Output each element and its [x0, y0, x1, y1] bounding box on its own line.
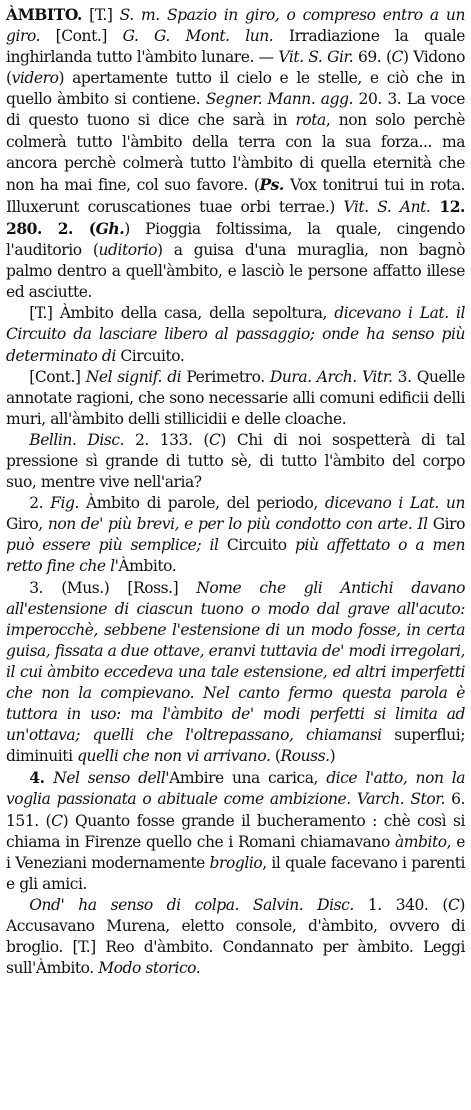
- text-run: uditorio: [98, 241, 157, 260]
- entry-paragraph-p6: [6, 578, 465, 768]
- text-run: , e i Veneziani modernamente: [6, 832, 465, 872]
- text-run: ): [329, 747, 336, 766]
- entry-paragraph-p7: [6, 767, 465, 895]
- text-run: 6. 151. (: [6, 790, 466, 830]
- text-run: 3. Quelle annotate ragioni, che sono necessarie alli comuni edificii delli muri, all'àmbito delli stillicidii e delle cloache.: [6, 367, 465, 428]
- text-run: ) Quanto fosse grande il bucheramento : chè così si chiama in Firenze quello che i Romani chiamavano: [6, 811, 465, 851]
- text-run: Àmbito.: [118, 557, 177, 576]
- text-run: 20. 3. La voce di questo tuono si dice che sarà in: [6, 90, 465, 130]
- text-run: dicevano i Lat. il Circuito da lasciare libero al passaggio; onde ha senso più determinato di: [6, 304, 465, 365]
- text-run: non de' più brevi, e per lo più condotto con arte. Il: [47, 515, 428, 534]
- text-run: Ambire una carica,: [169, 769, 327, 788]
- entry-paragraph-p2: [6, 303, 465, 366]
- text-run: Vit. S. Gir.: [278, 48, 354, 67]
- text-run: Fig.: [50, 494, 79, 513]
- text-run: Àmbito di parole, del periodo,: [78, 494, 325, 513]
- text-run: dicevano i Lat. un: [324, 494, 465, 513]
- text-run: Vit. S. Ant.: [343, 197, 431, 216]
- text-run: (: [270, 747, 281, 766]
- text-run: ) Chi di noi sospetterà di tal pressione sì grande di tutto sè, di tutto l'àmbito del corpo suo, mentre vive nell'aria?: [6, 430, 466, 492]
- text-run: può essere più semplice; il: [6, 536, 219, 555]
- entry-paragraph-p3: [6, 367, 465, 430]
- text-run: Bellin. Disc.: [29, 430, 125, 449]
- text-run: Gh.: [95, 218, 125, 238]
- text-run: [T.] Àmbito della casa, della sepoltura,: [29, 304, 335, 323]
- text-run: Ond' ha senso di colpa. Salvin. Disc.: [29, 895, 354, 914]
- text-run: 2. 133. (: [124, 430, 209, 449]
- text-run: G. G. Mont. lun.: [122, 27, 274, 46]
- dictionary-entry-ambito: [6, 4, 465, 979]
- text-run: Rouss.: [280, 747, 330, 766]
- text-run: ) Accusavano Murena, eletto console, d'àmbito, ovvero di broglio. [T.] Reo d'àmbito. Condannato per àmbito. Leggi sull'Àmbito.: [6, 895, 465, 978]
- text-run: superflui; diminuiti: [6, 726, 465, 766]
- text-run: Giro,: [6, 515, 48, 534]
- text-run: , non solo perchè colmerà tutto l'àmbito della terra con la sua forza... ma ancora perchè colmerà tutto l'àmbito di quella eternità che non ha mai fine, col suo favore. (: [6, 111, 465, 194]
- text-run: [Cont.]: [40, 27, 123, 46]
- text-run: Segner. Mann. agg.: [205, 90, 354, 109]
- text-run: Vox tonitrui tui in rota. Illuxerunt coruscationes tuae orbi terrae.): [6, 175, 465, 216]
- text-run: Dura. Arch. Vitr.: [269, 367, 393, 386]
- text-run: 3. (Mus.) [Ross.]: [29, 578, 197, 597]
- text-run: ÀMBITO.: [6, 5, 82, 24]
- text-run: Circuito: [218, 536, 295, 555]
- text-run: S. m. Spazio in giro, o compreso entro a un giro.: [6, 6, 465, 46]
- text-run: Modo storico.: [98, 959, 201, 978]
- text-run: Ps.: [259, 174, 284, 194]
- text-run: broglio: [209, 853, 263, 872]
- entry-paragraph-p8: [6, 895, 465, 979]
- text-run: C: [447, 895, 460, 914]
- text-run: Nel signif. di: [85, 367, 182, 386]
- text-run: 4.: [29, 768, 54, 788]
- text-run: , il quale facevano i parenti e gli amici.: [6, 853, 466, 893]
- text-run: 69. (: [353, 48, 392, 67]
- text-run: C: [391, 48, 403, 67]
- text-run: Giro: [427, 515, 466, 534]
- text-run: quelli che non vi arrivano.: [77, 747, 271, 766]
- text-run: Irradiazione la quale inghirlanda tutto l'àmbito lunare. —: [6, 27, 465, 67]
- text-run: [Cont.]: [29, 367, 86, 386]
- text-run: ) Pioggia foltissima, la quale, cingendo l'auditorio (: [6, 219, 465, 260]
- entry-paragraph-p1: [6, 4, 465, 303]
- text-run: àmbito: [394, 832, 447, 851]
- text-run: ) Vidono (: [6, 48, 466, 88]
- text-run: Nel senso dell': [53, 769, 170, 788]
- text-run: C: [51, 811, 63, 830]
- entry-paragraph-p4: [6, 430, 465, 493]
- text-run: Varch. Stor.: [356, 790, 445, 809]
- text-run: più affettato o a men retto fine che l': [6, 536, 465, 576]
- text-run: videro: [11, 69, 59, 88]
- text-run: dice l'atto, non la voglia passionata o abituale come: [6, 769, 465, 809]
- text-run: [T.]: [81, 6, 120, 24]
- text-run: Nome che gli Antichi davano all'estensione di ciascun tuono o modo dal grave all'acuto: imperocchè, sebbene l'estensione di un modo fosse, in certa guisa, fissata a due ottave, eranvi tuttavia de' modi irregolari, il cui àmbito eccedeva una tale estensione, ed altri imperfetti che non la compievano. Nel canto fermo questa parola è tuttora in uso: ma l'àmbito de' modi perfetti si limita ad un'ottava; quelli che l'oltrepassano, chiamansi: [6, 578, 465, 745]
- text-run: ) a guisa d'una muraglia, non bagnò palmo dentro a quell'àmbito, e lasciò le persone affatto illese ed asciutte.: [6, 241, 465, 302]
- text-run: ambizione.: [263, 790, 357, 809]
- text-run: C: [209, 430, 221, 449]
- text-run: 2.: [29, 494, 51, 513]
- entry-paragraph-p5: [6, 493, 465, 577]
- text-run: Circuito.: [115, 346, 185, 365]
- text-run: 1. 340. (: [353, 895, 448, 914]
- text-run: Perimetro.: [181, 367, 270, 386]
- text-run: 12. 280. 2. (: [6, 196, 465, 238]
- text-run: ) apertamente tutto il cielo e le stelle, e ciò che in quello àmbito si contiene.: [6, 69, 465, 109]
- text-run: rota: [295, 111, 326, 130]
